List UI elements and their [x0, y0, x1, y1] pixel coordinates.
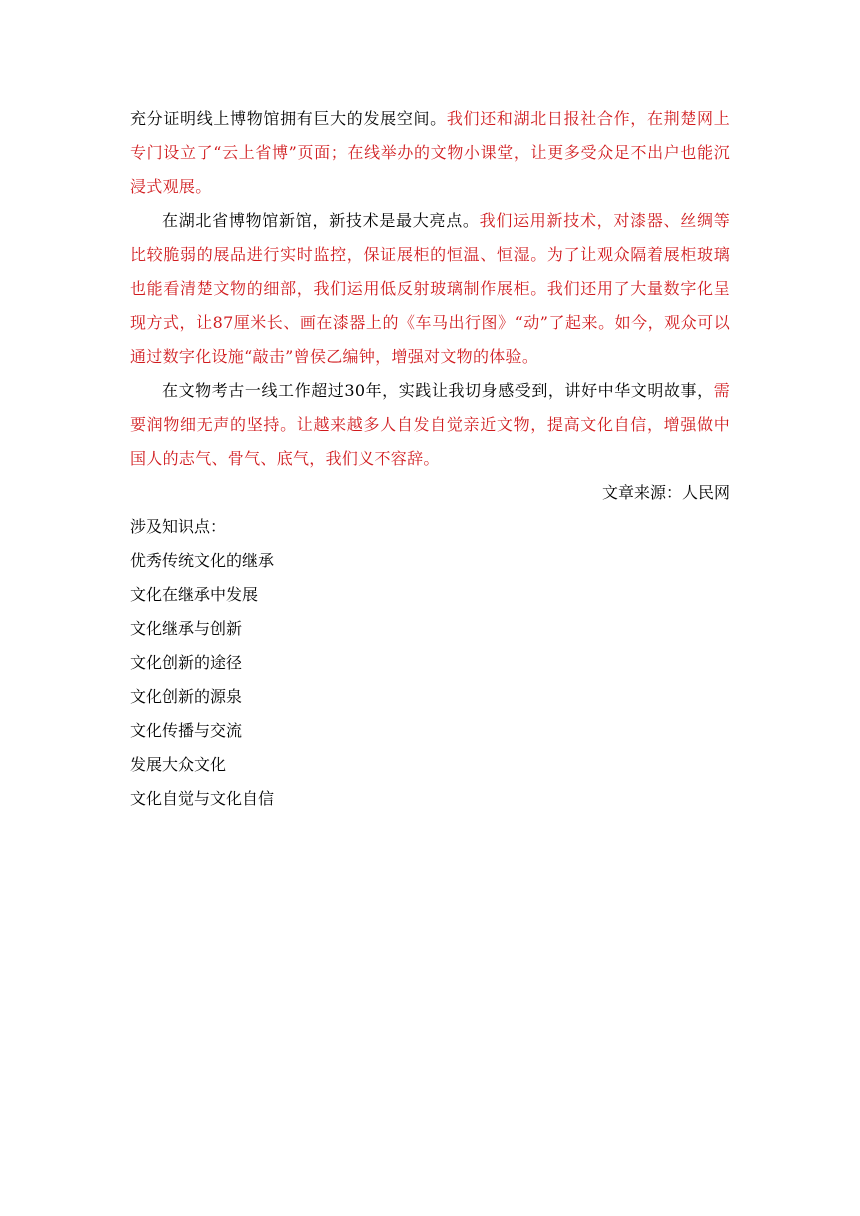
article-paragraph-1: [130, 102, 730, 204]
knowledge-point-item: 发展大众文化: [130, 755, 227, 774]
knowledge-point-item: 文化传播与交流: [130, 721, 243, 740]
paragraph-1-plain-text: 充分证明线上博物馆拥有巨大的发展空间。: [130, 109, 447, 128]
knowledge-points-title: 涉及知识点：: [130, 517, 227, 536]
article-paragraph-3: [130, 374, 730, 476]
paragraph-3-highlighted-text: 需要润物细无声的坚持。让越来越多人自发自觉亲近文物，提高文化自信，增强做中国人的志气、骨气、底气，我们义不容辞。: [130, 381, 730, 468]
paragraph-1-highlighted-text: 我们还和湖北日报社合作，在荆楚网上专门设立了“云上省博”页面；在线举办的文物小课堂，让更多受众足不出户也能沉浸式观展。: [130, 109, 730, 196]
document-page: [130, 102, 730, 816]
knowledge-points-list: [130, 544, 730, 816]
knowledge-point-item: 文化在继承中发展: [130, 585, 259, 604]
article-paragraph-2: [130, 204, 730, 374]
paragraph-2-highlighted-text: 我们运用新技术，对漆器、丝绸等比较脆弱的展品进行实时监控，保证展柜的恒温、恒湿。为了让观众隔着展柜玻璃也能看清楚文物的细部，我们运用低反射玻璃制作展柜。我们还用了大量数字化呈现方式，让87厘米长、画在漆器上的《车马出行图》“动”了起来。如今，观众可以通过数字化设施“敲击”曾侯乙编钟，增强对文物的体验。: [130, 211, 730, 366]
paragraph-3-plain-text: 在文物考古一线工作超过30年，实践让我切身感受到，讲好中华文明故事，: [162, 381, 714, 400]
article-source: 文章来源：人民网: [601, 483, 730, 502]
knowledge-point-item: 文化自觉与文化自信: [130, 789, 275, 808]
paragraph-2-plain-text: 在湖北省博物馆新馆，新技术是最大亮点。: [162, 211, 480, 230]
knowledge-point-item: 优秀传统文化的继承: [130, 551, 275, 570]
knowledge-point-item: 文化创新的源泉: [130, 687, 243, 706]
knowledge-point-item: 文化创新的途径: [130, 653, 243, 672]
knowledge-point-item: 文化继承与创新: [130, 619, 243, 638]
